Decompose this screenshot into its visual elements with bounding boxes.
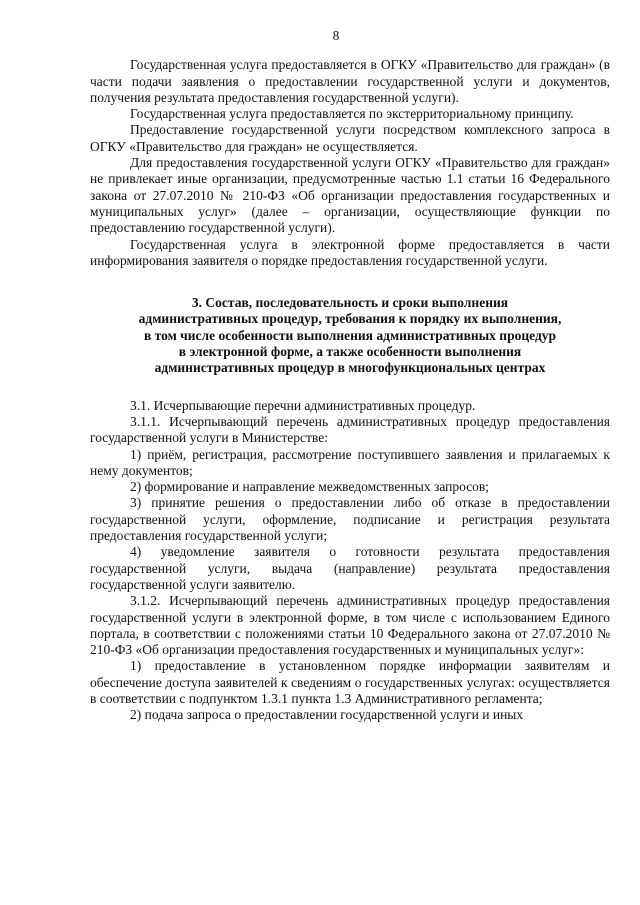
section-heading-line: административных процедур в многофункциональных центрах [154,360,546,376]
list-item: 2) подача запроса о предоставлении государственной услуги и иных [130,707,524,723]
paragraph: Государственная услуга предоставляется в ОГКУ «Правительство для граждан» (в части подачи заявления о предоставлении государственной услуги и документов, получения результата предоставления государственной услуги). [90,57,610,105]
page-number: 8 [332,28,340,43]
section-heading-line: в электронной форме, а также особенности выполнения [178,344,522,360]
list-item: 1) приём, регистрация, рассмотрение поступившего заявления и прилагаемых к нему документов; [90,446,610,478]
list-item: 1) предоставление в установленном порядке информации заявителям и обеспечение доступа заявителей к сведениям о государственных услугах: осуществляется в соответствии с подпунктом 1.3.1 пункта 1.3 Административного регламента; [90,658,610,706]
paragraph: 3.1. Исчерпывающие перечни административных процедур. [130,397,476,413]
paragraph: 3.1.2. Исчерпывающий перечень административных процедур предоставления государственной услуги в электронной форме, в том числе с использованием Единого портала, в соответствии с положениями статьи 10 Федерального закона от 27.07.2010 № 210-ФЗ «Об организации предоставления государственных и муниципальных услуг»: [90,593,610,658]
list-item: 3) принятие решения о предоставлении либо об отказе в предоставлении государственной услуги, оформление, подписание и регистрация результата предоставления государственной услуги; [90,495,610,544]
paragraph: Для предоставления государственной услуги ОГКУ «Правительство для граждан» не привлекает иные организации, предусмотренные частью 1.1 статьи 16 Федерального закона от 27.07.2010 № 210-ФЗ «Об организации предоставления государственных и муниципальных услуг» (далее – организации, осуществляющие функции по предоставлению государственной услуги). [90,155,610,236]
section-heading-line: 3. Состав, последовательность и сроки выполнения [191,295,509,311]
procedures-section [90,398,610,724]
paragraph: 3.1.1. Исчерпывающий перечень административных процедур предоставления государственной услуги в Министерстве: [90,413,610,446]
section-heading-line: в том числе особенности выполнения административных процедур [143,327,557,343]
intro-section [90,57,610,269]
list-item: 4) уведомление заявителя о готовности результата предоставления государственной услуги, выдача (направление) результата предоставления государственной услуги заявителю. [90,544,610,592]
section-heading-line: административных процедур, требования к порядку их выполнения, [138,311,562,327]
section-heading [90,295,610,376]
paragraph: Государственная услуга в электронной форме предоставляется в части информирования заявителя о порядке предоставления государственной услуги. [90,236,610,268]
paragraph: Государственная услуга предоставляется по экстерриториальному принципу. [130,106,574,122]
paragraph: Предоставление государственной услуги посредством комплексного запроса в ОГКУ «Правительство для граждан» не осуществляется. [90,122,610,154]
list-item: 2) формирование и направление межведомственных запросов; [130,479,490,495]
